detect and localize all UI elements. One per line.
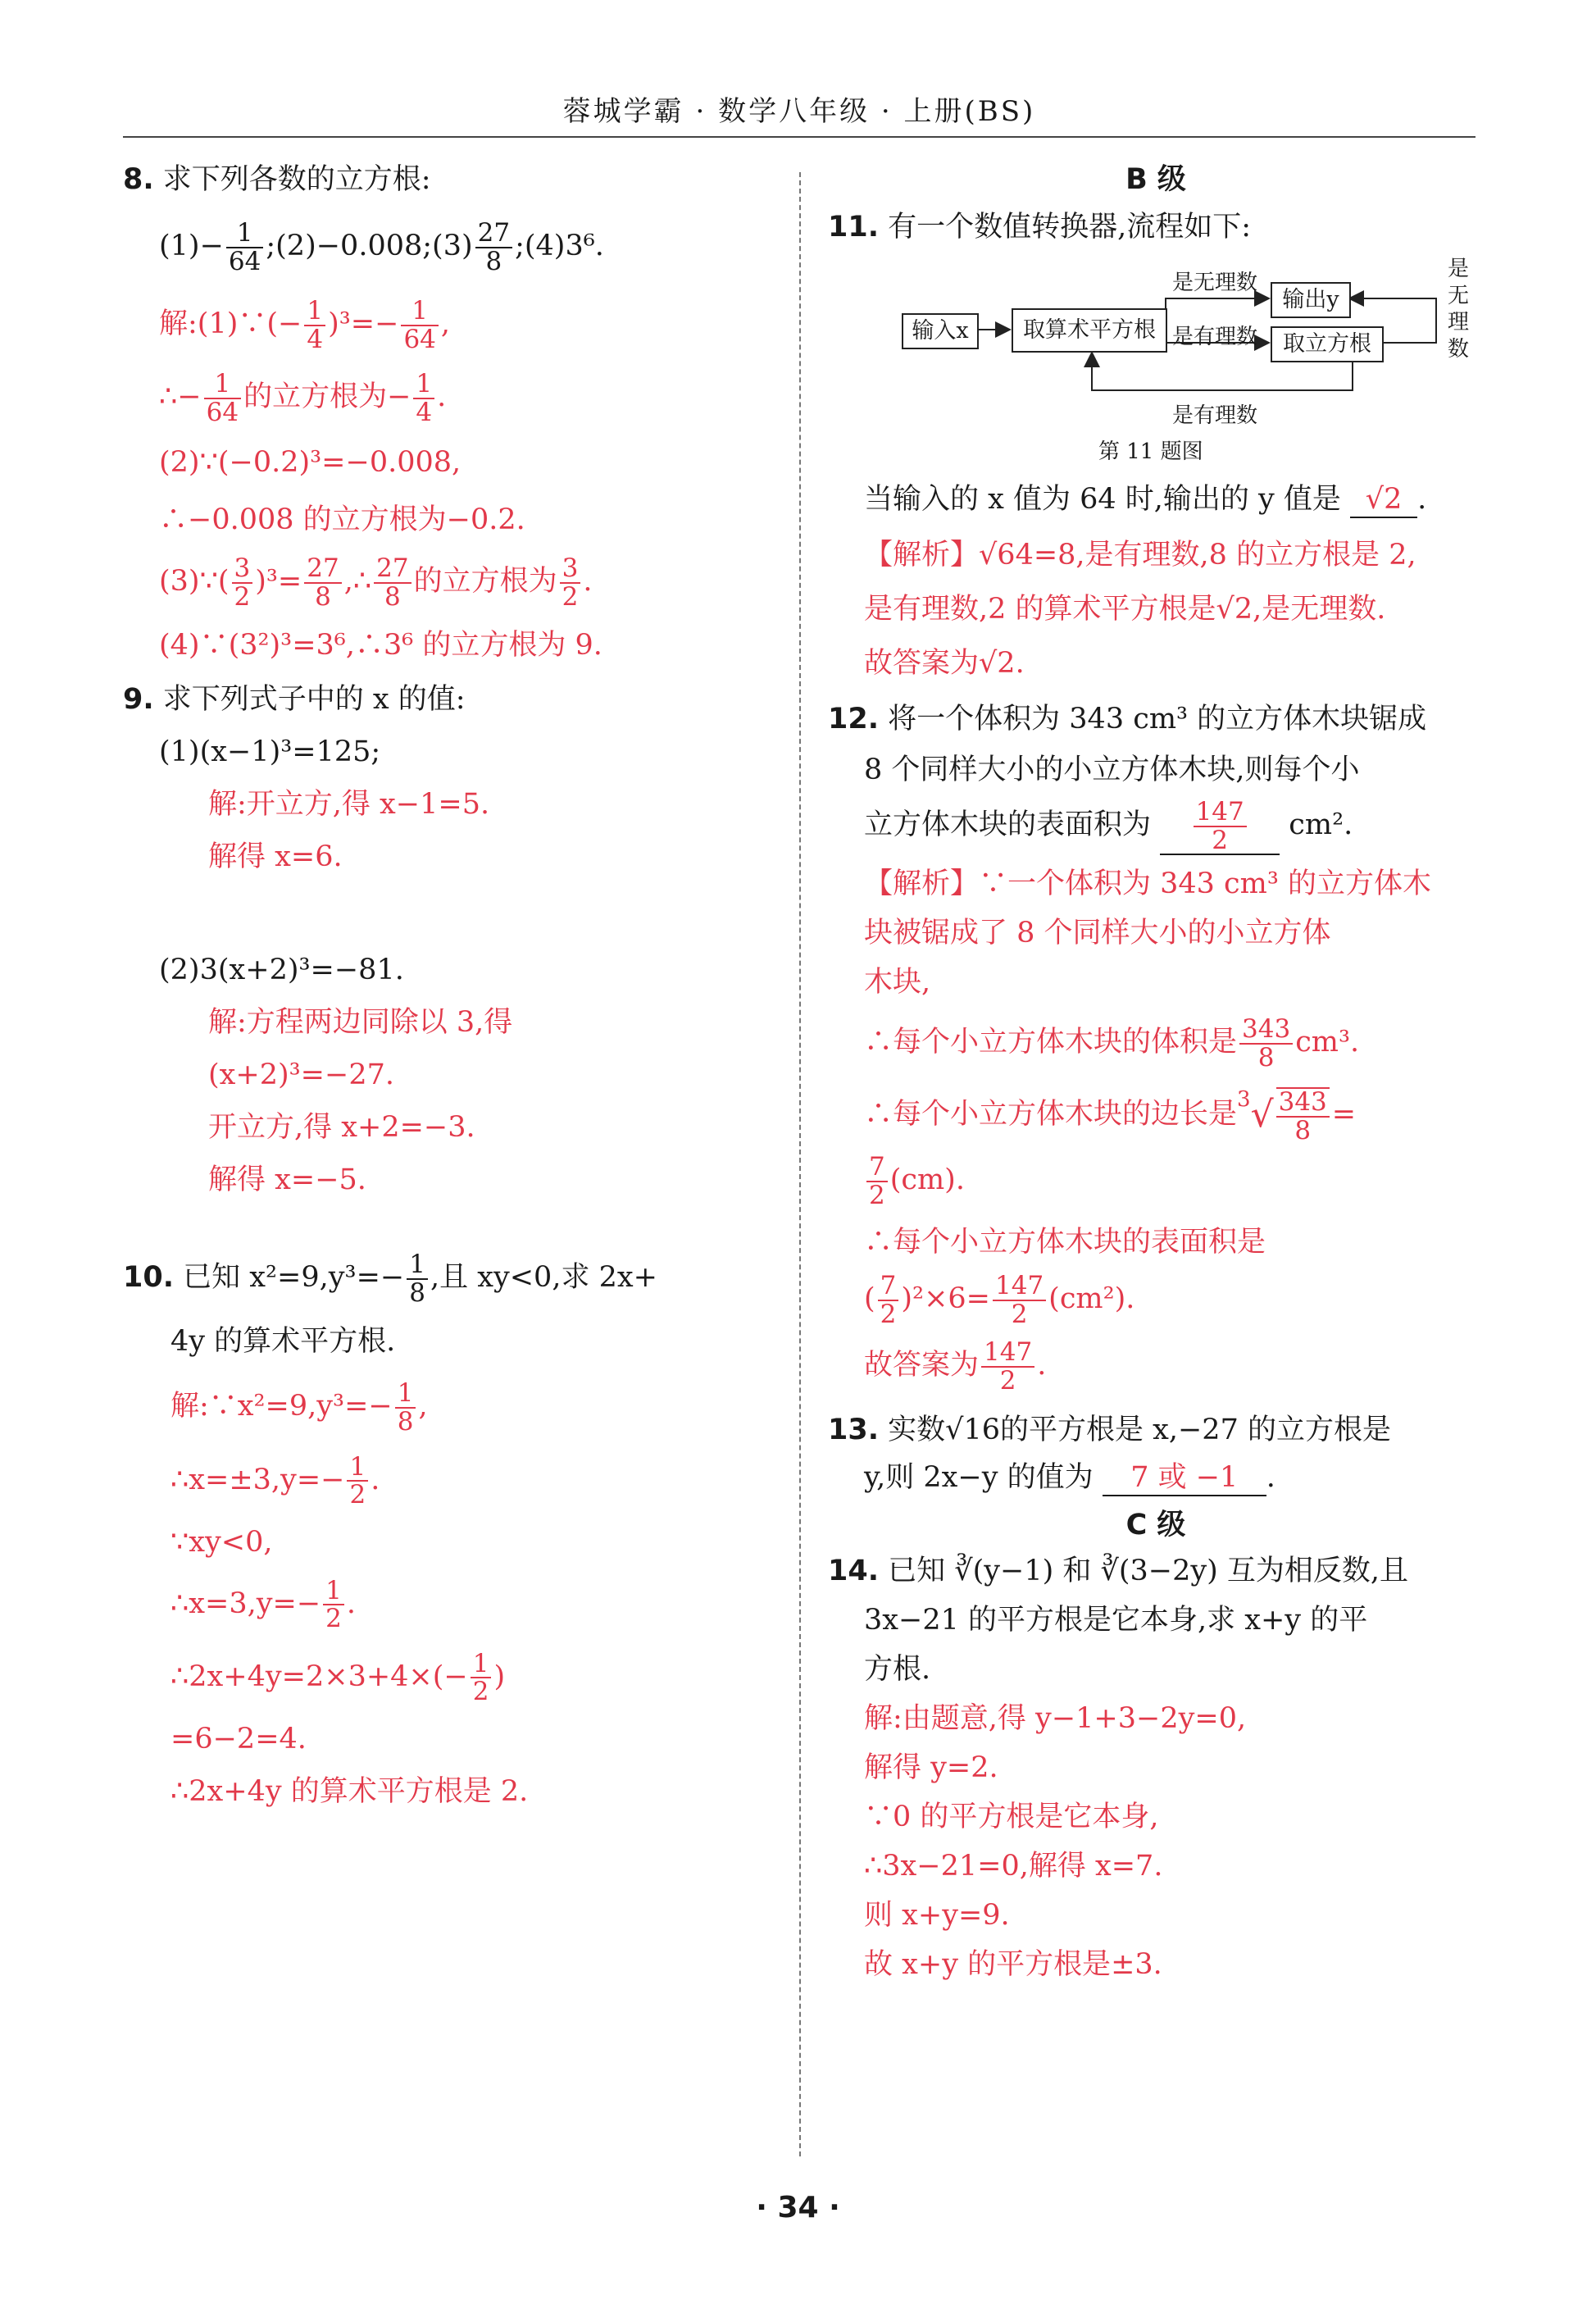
q14-step-3: ∵0 的平方根是它本身, bbox=[864, 1800, 1159, 1833]
numerator: 1 bbox=[347, 1454, 368, 1482]
solution-text: . bbox=[583, 565, 593, 599]
denominator: 8 bbox=[485, 246, 502, 276]
page-number: · 34 · bbox=[756, 2191, 840, 2224]
fraction bbox=[323, 1575, 344, 1634]
q12-analysis-5 bbox=[828, 1087, 1484, 1144]
q8-part-text: ;(2)−0.008;(3) bbox=[266, 230, 473, 263]
q14-step-2: 解得 y=2. bbox=[864, 1751, 998, 1784]
q8-number: 8. bbox=[123, 163, 154, 196]
denominator: 4 bbox=[307, 324, 324, 354]
numerator: 1 bbox=[226, 220, 263, 248]
box-input-x: 输入x bbox=[902, 313, 979, 349]
solution-text: . bbox=[371, 1463, 380, 1496]
fraction bbox=[1189, 799, 1252, 854]
box-sqrt: 取算术平方根 bbox=[1012, 308, 1167, 353]
fraction bbox=[471, 1648, 492, 1707]
question-text: 已知 ∛(y−1) 和 ∛(3−2y) 互为相反数,且 bbox=[888, 1554, 1409, 1587]
numerator: 27 bbox=[374, 555, 411, 584]
punctuation: . bbox=[1266, 1460, 1275, 1494]
q9-number: 9. bbox=[123, 683, 154, 717]
numerator: 1 bbox=[407, 1251, 428, 1280]
fraction bbox=[1239, 1016, 1293, 1071]
solution-text: (3)∵( bbox=[159, 565, 230, 599]
fraction bbox=[993, 1273, 1046, 1327]
solution-text: . bbox=[346, 1587, 357, 1620]
question-text: 当输入的 x 值为 64 时,输出的 y 值是 bbox=[864, 483, 1341, 516]
q11-text: 有一个数值转换器,流程如下: bbox=[888, 211, 1252, 244]
box-output-y: 输出y bbox=[1271, 282, 1351, 318]
denominator: 2 bbox=[1212, 825, 1229, 855]
q11-analysis-1: 【解析】√64=8,是有理数,8 的立方根是 2, bbox=[864, 539, 1416, 571]
denominator: 8 bbox=[315, 581, 331, 612]
fraction bbox=[866, 1154, 888, 1209]
q14-stem-3: 方根. bbox=[864, 1652, 931, 1686]
q10-number: 10. bbox=[123, 1261, 175, 1295]
q12-analysis-4 bbox=[828, 1016, 1484, 1071]
q8-solution-2 bbox=[123, 371, 779, 426]
denominator: 2 bbox=[349, 1480, 366, 1510]
denominator: 4 bbox=[416, 397, 433, 427]
fraction bbox=[1276, 1087, 1330, 1144]
radical-sign: √ bbox=[1250, 1094, 1274, 1136]
question-text: 将一个体积为 343 cm³ 的立方体木块锯成 bbox=[888, 703, 1427, 735]
denominator: 2 bbox=[562, 581, 579, 612]
q10-step-7: ∴2x+4y 的算术平方根是 2. bbox=[171, 1774, 529, 1808]
question-text: 实数√16的平方根是 x,−27 的立方根是 bbox=[888, 1413, 1391, 1446]
numerator: 343 bbox=[1276, 1089, 1330, 1118]
fraction bbox=[560, 555, 581, 610]
denominator: 8 bbox=[1294, 1115, 1312, 1145]
solution-text: ∴x=3,y=− bbox=[171, 1587, 321, 1620]
solution-text: = bbox=[1331, 1098, 1357, 1132]
q14-stem-2: 3x−21 的平方根是它本身,求 x+y 的平 bbox=[864, 1603, 1368, 1637]
q10-stem-1 bbox=[123, 1251, 779, 1306]
solution-text: 解:(1)∵(− bbox=[159, 307, 302, 341]
denominator: 2 bbox=[869, 1180, 885, 1210]
question-text: ,且 xy<0,求 2x+ bbox=[430, 1261, 657, 1295]
denominator: 8 bbox=[409, 1277, 425, 1308]
level-c-heading: C 级 bbox=[1125, 1508, 1186, 1541]
q13-number: 13. bbox=[828, 1413, 880, 1446]
numerator: 7 bbox=[866, 1154, 888, 1182]
q12-analysis-3: 木块, bbox=[864, 966, 931, 999]
denominator: 8 bbox=[1257, 1042, 1275, 1072]
denominator: 8 bbox=[384, 581, 401, 612]
denominator: 2 bbox=[325, 1604, 342, 1634]
numerator: 1 bbox=[471, 1651, 492, 1679]
q11-number: 11. bbox=[828, 211, 880, 244]
solution-text: 故答案为 bbox=[864, 1349, 980, 1382]
fraction bbox=[304, 298, 325, 353]
q10-stem-2: 4y 的算术平方根. bbox=[171, 1325, 396, 1359]
q14-number: 14. bbox=[828, 1554, 880, 1587]
solution-text: )²×6= bbox=[901, 1282, 990, 1316]
numerator: 27 bbox=[304, 555, 341, 584]
level-b-heading: B 级 bbox=[1125, 163, 1186, 196]
q11-analysis-3: 故答案为√2. bbox=[864, 647, 1025, 680]
solution-text: ∴每个小立方体木块的体积是 bbox=[864, 1026, 1238, 1059]
q11-stem bbox=[828, 210, 1484, 244]
q8-part-text: ;(4)3⁶. bbox=[515, 230, 604, 263]
unit-text: cm². bbox=[1289, 808, 1353, 842]
q12-stem-1 bbox=[828, 702, 1484, 736]
q8-solution-6: (4)∵(3²)³=3⁶,∴3⁶ 的立方根为 9. bbox=[159, 629, 602, 663]
numerator: 147 bbox=[1194, 799, 1247, 827]
solution-text: , bbox=[418, 1390, 428, 1423]
q13-stem-1 bbox=[828, 1413, 1484, 1447]
label-rational-bottom: 是有理数 bbox=[1172, 403, 1258, 428]
fraction bbox=[395, 1380, 416, 1435]
solution-text: . bbox=[437, 380, 447, 414]
q10-step-1 bbox=[123, 1380, 779, 1435]
fraction bbox=[407, 1251, 428, 1306]
numerator: 3 bbox=[232, 555, 253, 584]
q14-step-1: 解:由题意,得 y−1+3−2y=0, bbox=[864, 1701, 1247, 1735]
q8-part-text: (1)− bbox=[159, 230, 224, 263]
q9-part-2-step-1: 解:方程两边同除以 3,得 bbox=[208, 1006, 513, 1040]
numerator: 3 bbox=[560, 555, 581, 584]
fraction bbox=[232, 555, 253, 610]
q8-solution-3: (2)∵(−0.2)³=−0.008, bbox=[159, 446, 462, 480]
fraction bbox=[475, 220, 512, 275]
running-header: 蓉城学霸 · 数学八年级 · 上册(BS) bbox=[562, 95, 1036, 128]
q12-analysis-2: 块被锯成了 8 个同样大小的小立方体 bbox=[864, 917, 1331, 950]
solution-text: cm³. bbox=[1295, 1026, 1360, 1059]
fraction bbox=[981, 1339, 1034, 1394]
solution-text: (cm). bbox=[889, 1163, 965, 1197]
q10-step-3: ∵xy<0, bbox=[171, 1525, 273, 1559]
q13-stem-2 bbox=[828, 1460, 1484, 1496]
q8-text: 求下列各数的立方根: bbox=[162, 163, 431, 196]
numerator: 1 bbox=[413, 371, 434, 399]
solution-text: ( bbox=[864, 1282, 875, 1316]
fraction bbox=[413, 371, 434, 426]
numerator: 1 bbox=[395, 1380, 416, 1409]
q9-part-1-step-2: 解得 x=6. bbox=[208, 840, 343, 874]
solution-text: )³= bbox=[255, 565, 302, 599]
q12-analysis-1: 【解析】∵一个体积为 343 cm³ 的立方体木 bbox=[864, 867, 1432, 901]
solution-text: ∴x=±3,y=− bbox=[171, 1463, 345, 1496]
column-divider bbox=[799, 172, 801, 2156]
q14-stem-1 bbox=[828, 1554, 1484, 1588]
punctuation: . bbox=[1417, 483, 1427, 516]
numerator: 147 bbox=[993, 1273, 1046, 1301]
solution-text: ∴− bbox=[159, 380, 202, 414]
denominator: 2 bbox=[234, 581, 251, 612]
q11-question bbox=[828, 482, 1484, 518]
q14-step-4: ∴3x−21=0,解得 x=7. bbox=[864, 1849, 1163, 1883]
question-text: y,则 2x−y 的值为 bbox=[864, 1460, 1094, 1494]
fraction bbox=[226, 220, 263, 275]
q9-part-2-step-3: 开立方,得 x+2=−3. bbox=[208, 1111, 475, 1145]
numerator: 147 bbox=[981, 1339, 1034, 1368]
question-text: 已知 x²=9,y³=− bbox=[183, 1261, 405, 1295]
q12-analysis-8 bbox=[828, 1273, 1484, 1327]
label-irrational-top: 是无理数 bbox=[1172, 271, 1258, 295]
solution-text: (cm²). bbox=[1048, 1282, 1135, 1316]
denominator: 2 bbox=[880, 1299, 897, 1329]
answer-text: √2 bbox=[1365, 483, 1403, 516]
answer-blank bbox=[1160, 799, 1280, 855]
denominator: 64 bbox=[206, 397, 239, 427]
answer-blank bbox=[1103, 1460, 1266, 1496]
solution-text: ) bbox=[493, 1660, 506, 1693]
q12-analysis-9 bbox=[828, 1339, 1484, 1394]
solution-text: 解:∵x²=9,y³=− bbox=[171, 1390, 393, 1423]
numerator: 1 bbox=[204, 371, 241, 399]
q10-step-6: =6−2=4. bbox=[171, 1722, 307, 1755]
numerator: 27 bbox=[475, 220, 512, 248]
right-column bbox=[828, 156, 1484, 1982]
q8-stem bbox=[123, 162, 779, 197]
q9-part-2-step-4: 解得 x=−5. bbox=[208, 1163, 366, 1197]
solution-text: )³=− bbox=[328, 307, 399, 341]
label-irrational-side: 是无理数 bbox=[1448, 257, 1470, 362]
denominator: 2 bbox=[999, 1366, 1016, 1396]
q12-stem-2: 8 个同样大小的小立方体木块,则每个小 bbox=[864, 754, 1360, 786]
fraction bbox=[204, 371, 241, 426]
q11-analysis-2: 是有理数,2 的算术平方根是√2,是无理数. bbox=[864, 593, 1386, 626]
denominator: 2 bbox=[472, 1677, 489, 1707]
header-rule bbox=[123, 136, 1476, 138]
q12-number: 12. bbox=[828, 703, 880, 735]
q12-stem-3 bbox=[828, 799, 1484, 855]
q8-solution-1 bbox=[123, 298, 779, 353]
solution-text: ,∴ bbox=[343, 565, 372, 599]
q9-stem bbox=[123, 682, 779, 717]
label-rational-mid: 是有理数 bbox=[1172, 325, 1258, 349]
denominator: 64 bbox=[228, 246, 261, 276]
cube-root-index: 3 bbox=[1237, 1087, 1251, 1113]
q9-part-1: (1)(x−1)³=125; bbox=[159, 735, 381, 769]
denominator: 8 bbox=[397, 1407, 414, 1437]
numerator: 1 bbox=[304, 298, 325, 326]
q9-text: 求下列式子中的 x 的值: bbox=[162, 683, 466, 717]
solution-text: ∴2x+4y=2×3+4×(− bbox=[171, 1660, 468, 1693]
fraction bbox=[304, 555, 341, 610]
solution-text: 的立方根为 bbox=[413, 565, 557, 599]
solution-text: 的立方根为− bbox=[243, 380, 412, 414]
fraction bbox=[347, 1451, 368, 1510]
q8-solution-5 bbox=[123, 555, 779, 610]
q12-analysis-7: ∴每个小立方体木块的表面积是 bbox=[864, 1226, 1266, 1259]
numerator: 7 bbox=[878, 1273, 899, 1301]
q14-step-5: 则 x+y=9. bbox=[864, 1898, 1010, 1932]
fraction bbox=[374, 555, 411, 610]
q9-part-1-step-1: 解:开立方,得 x−1=5. bbox=[208, 788, 490, 822]
q8-solution-4: ∴−0.008 的立方根为−0.2. bbox=[159, 503, 525, 537]
answer-text: 7 或 −1 bbox=[1130, 1460, 1239, 1494]
solution-text: ∴每个小立方体木块的边长是 bbox=[864, 1098, 1238, 1132]
left-column bbox=[123, 156, 779, 1809]
denominator: 64 bbox=[403, 324, 436, 354]
q14-step-6: 故 x+y 的平方根是±3. bbox=[864, 1947, 1162, 1981]
fraction bbox=[401, 298, 438, 353]
solution-text: , bbox=[440, 307, 451, 341]
numerator: 1 bbox=[401, 298, 438, 326]
solution-text: . bbox=[1037, 1349, 1047, 1382]
figure-caption: 第 11 题图 bbox=[1098, 439, 1203, 464]
box-cube-root: 取立方根 bbox=[1271, 326, 1384, 362]
answer-blank bbox=[1350, 482, 1417, 518]
q10-step-4 bbox=[123, 1575, 779, 1634]
q11-flowchart bbox=[828, 251, 1484, 472]
q9-part-2: (2)3(x+2)³=−81. bbox=[159, 954, 404, 987]
q12-analysis-6 bbox=[828, 1154, 1484, 1209]
q10-step-2 bbox=[123, 1451, 779, 1510]
numerator: 1 bbox=[323, 1578, 344, 1606]
question-text: 立方体木块的表面积为 bbox=[864, 808, 1152, 842]
q10-step-5 bbox=[123, 1648, 779, 1707]
q8-parts bbox=[123, 220, 779, 275]
fraction bbox=[878, 1273, 899, 1327]
denominator: 2 bbox=[1011, 1299, 1028, 1329]
numerator: 343 bbox=[1239, 1016, 1293, 1045]
q9-part-2-step-2: (x+2)³=−27. bbox=[208, 1059, 394, 1092]
